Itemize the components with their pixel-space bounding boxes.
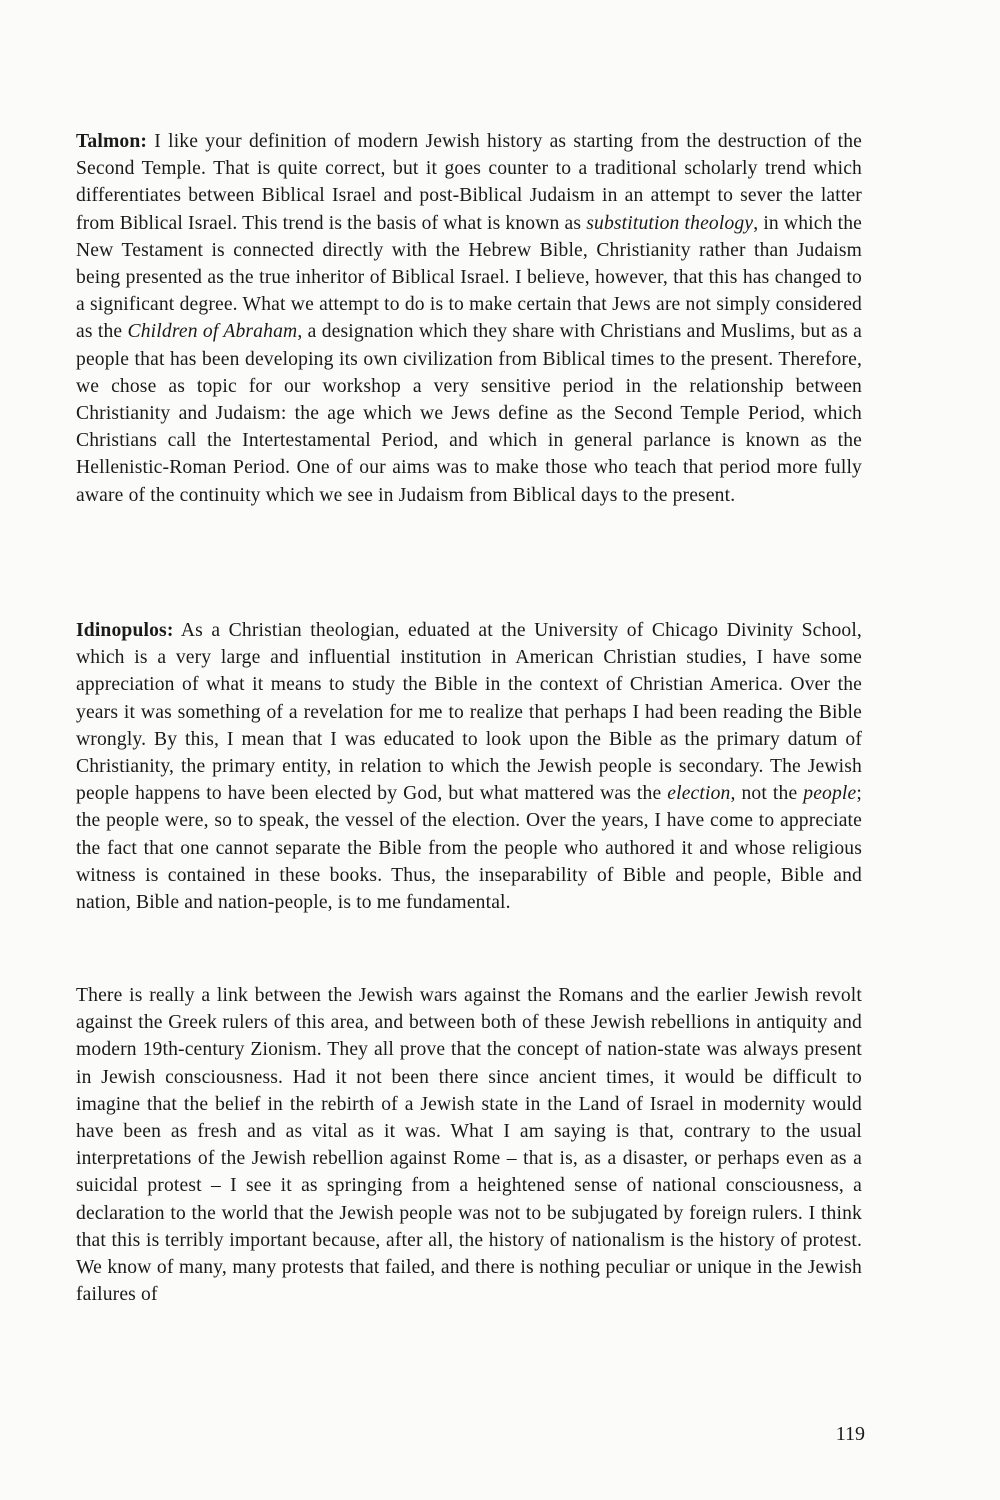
paragraph-continuation <box>76 982 862 1308</box>
paragraph-idinopulos <box>76 617 862 916</box>
italic-term: Children of Abraham <box>127 321 298 343</box>
italic-term: election <box>667 783 731 805</box>
text-run: , a designation which they share with Christians and Muslims, but as a people that has been developing its own civilization from Biblical times to the present. Therefore, we chose as topic for our workshop a very sensitive period in the relationship between Christianity and Judaism: the age which we Jews define as the Second Temple Period, which Christians call the Intertestamental Period, and which in general parlance is known as the Hellenistic-Roman Period. One of our aims was to make those who teach that period more fully aware of the continuity which we see in Judaism from Biblical days to the present. <box>76 321 863 506</box>
text-run: , in which the New Testament is connected directly with the Hebrew Bible, Christianity rather than Judaism being presented as the true inheritor of Biblical Israel. I believe, however, that this has changed to a significant degree. What we attempt to do is to make certain that Jews are not simply considered as the <box>76 212 862 343</box>
speaker-name: Idinopulos: <box>76 620 174 641</box>
text-run: , not the <box>730 783 804 805</box>
paragraph-text <box>76 617 862 916</box>
speaker-name: Talmon: <box>76 131 148 152</box>
paragraph-text <box>76 982 862 1308</box>
text-run: ; the people were, so to speak, the vessel of the election. Over the years, I have come to appreciate the fact that one cannot separate the Bible from the people who authored it and whose religious witness is contained in these books. Thus, the inseparability of Bible and people, Bible and nation, Bible and nation-people, is to me fundamental. <box>76 783 862 914</box>
italic-term: people <box>803 783 857 805</box>
text-run: As a Christian theologian, eduated at the University of Chicago Divinity School, which is a very large and influential institution in American Christian studies, I have some appreciation of what it means to study the Bible in the context of Christian America. Over the years it was something of a revelation for me to realize that perhaps I had been reading the Bible wrongly. By this, I mean that I was educated to look upon the Bible as the primary datum of Christianity, the primary entity, in relation to which the Jewish people is secondary. The Jewish people happens to have been elected by God, but what mattered was the <box>76 620 862 805</box>
italic-term: substitution theology <box>586 212 754 234</box>
paragraph-text <box>76 128 862 509</box>
text-run: I like your definition of modern Jewish history as starting from the destruction of the Second Temple. That is quite correct, but it goes counter to a traditional scholarly trend which differentiates between Biblical Israel and post-Biblical Judaism in an attempt to sever the latter from Biblical Israel. This trend is the basis of what is known as <box>76 131 862 234</box>
page-number: 119 <box>835 1423 865 1445</box>
paragraph-talmon <box>76 128 862 509</box>
text-run: There is really a link between the Jewish wars against the Romans and the earlier Jewish revolt against the Greek rulers of this area, and between both of these Jewish rebellions in antiquity and modern 19th-century Zionism. They all prove that the concept of nation-state was always present in Jewish consciousness. Had it not been there since ancient times, it would be difficult to imagine that the belief in the rebirth of a Jewish state in the Land of Israel in modernity would have been as fresh and as vital as it was. What I am saying is that, contrary to the usual interpretations of the Jewish rebellion against Rome – that is, as a disaster, or perhaps even as a suicidal protest – I see it as springing from a heightened sense of national consciousness, a declaration to the world that the Jewish people was not to be subjugated by foreign rulers. I think that this is terribly important because, after all, the history of nationalism is the history of protest. We know of many, many protests that failed, and there is nothing peculiar or unique in the Jewish failures of <box>76 985 862 1306</box>
